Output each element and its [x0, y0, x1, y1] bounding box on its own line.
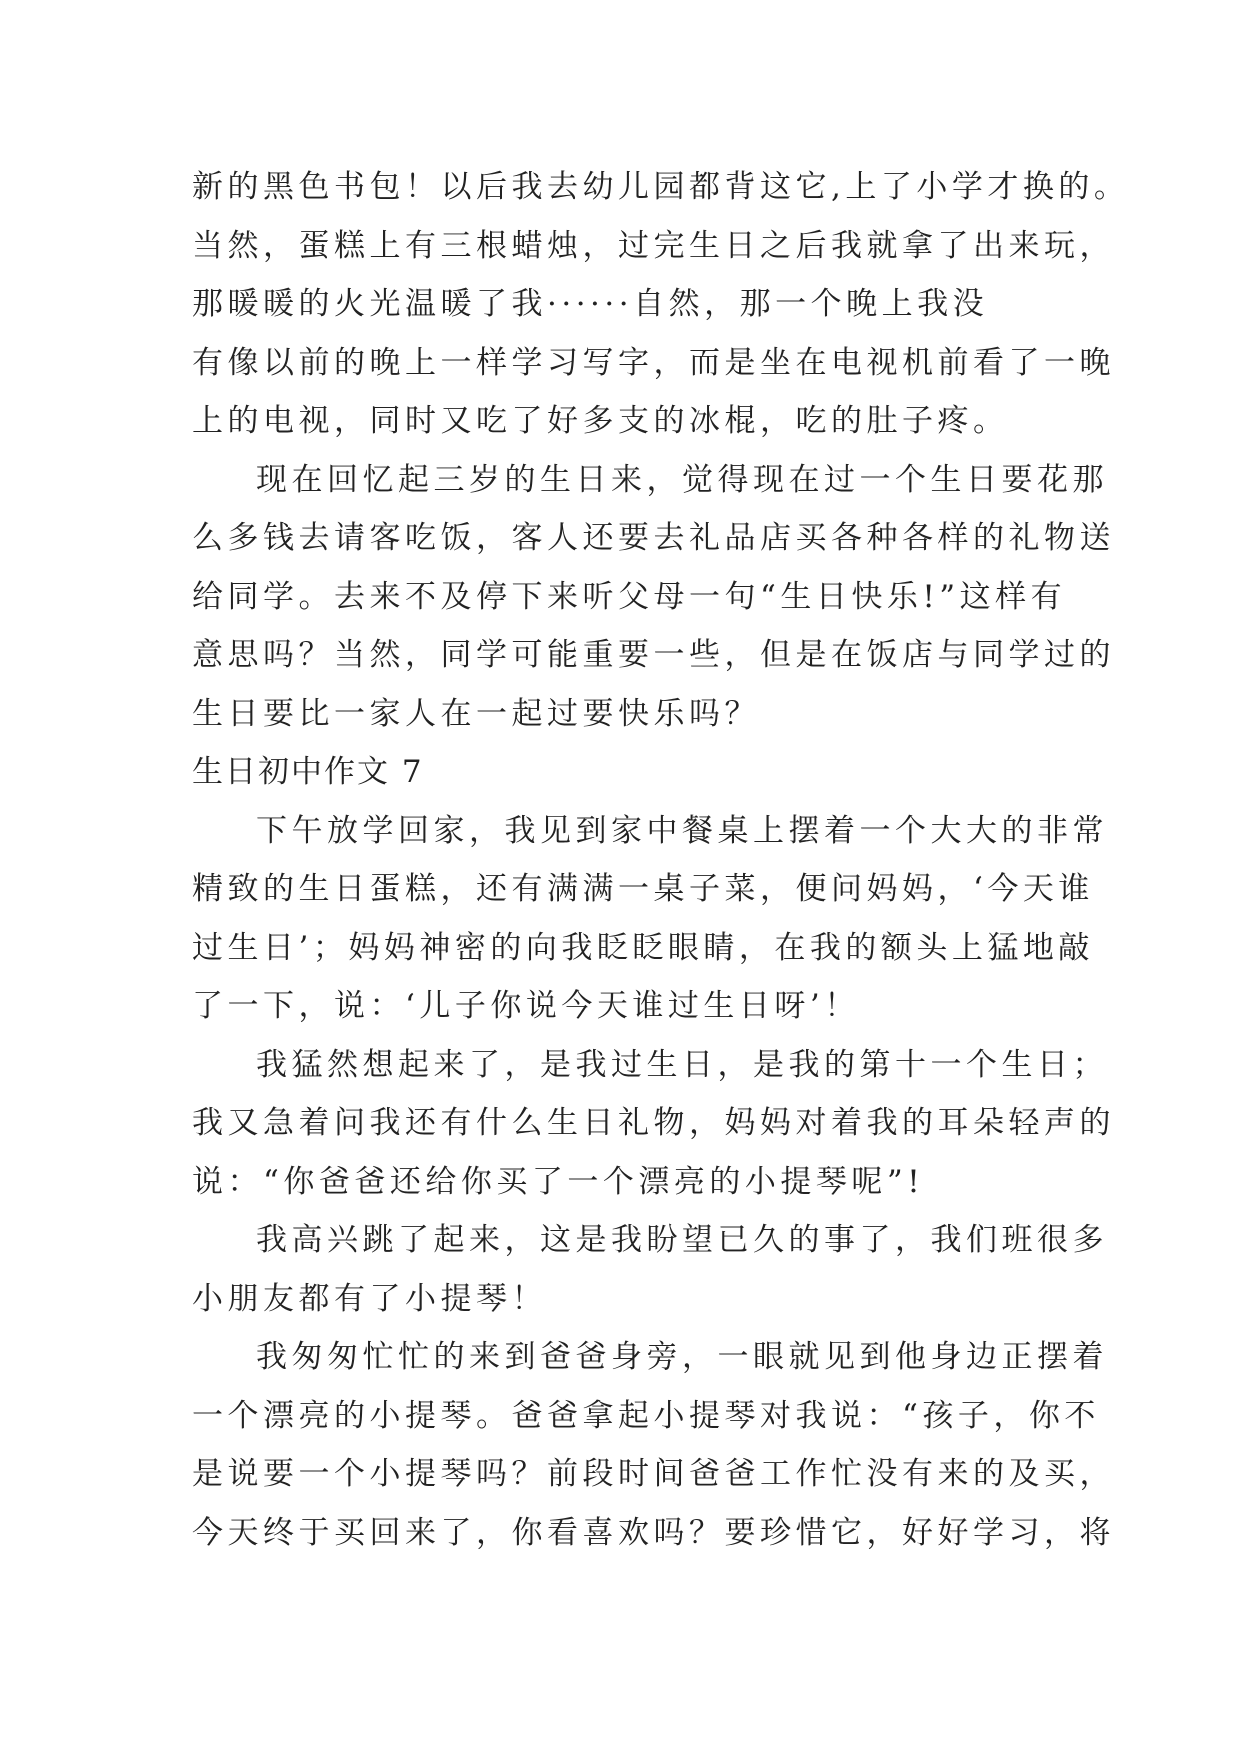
paragraph-start-line: 我猛然想起来了，是我过生日，是我的第十一个生日； — [256, 1046, 1108, 1083]
section-heading: 生日初中作文 7 — [192, 754, 424, 790]
essay-body — [192, 158, 1130, 1562]
text-line: 生日要比一家人在一起过要快乐吗？ — [192, 695, 760, 732]
text-line: 小朋友都有了小提琴！ — [192, 1280, 547, 1317]
paragraph-start-line: 下午放学回家，我见到家中餐桌上摆着一个大大的非常 — [256, 812, 1108, 849]
paragraph-start-line: 我高兴跳了起来，这是我盼望已久的事了，我们班很多 — [256, 1222, 1108, 1258]
text-line: 说：“你爸爸还给你买了一个漂亮的小提琴呢”! — [192, 1163, 925, 1200]
text-line: 一个漂亮的小提琴。爸爸拿起小提琴对我说：“孩子，你不 — [192, 1397, 1100, 1434]
text-line: 有像以前的晚上一样学习写字，而是坐在电视机前看了一晚 — [192, 344, 1115, 381]
paragraph-start-line: 我匆匆忙忙的来到爸爸身旁，一眼就见到他身边正摆着 — [256, 1339, 1108, 1375]
text-line: 给同学。去来不及停下来听父母一句“生日快乐!”这样有 — [192, 578, 1067, 615]
text-line: 今天终于买回来了，你看喜欢吗？要珍惜它，好好学习，将 — [192, 1514, 1115, 1551]
paragraph-start-line: 现在回忆起三岁的生日来，觉得现在过一个生日要花那 — [256, 461, 1108, 498]
text-line: 新的黑色书包！以后我去幼儿园都背这它,上了小学才换的。 — [192, 169, 1130, 205]
text-line: 意思吗？当然，同学可能重要一些，但是在饭店与同学过的 — [192, 637, 1115, 673]
text-line: 那暖暖的火光温暖了我······自然，那一个晚上我没 — [192, 286, 989, 322]
text-line: 当然，蛋糕上有三根蜡烛，过完生日之后我就拿了出来玩， — [192, 227, 1115, 264]
text-line: 过生日’；妈妈神密的向我眨眨眼睛，在我的额头上猛地敲 — [192, 929, 1094, 966]
text-line: 上的电视，同时又吃了好多支的冰棍，吃的肚子疼。 — [192, 403, 1009, 439]
text-line: 是说要一个小提琴吗？前段时间爸爸工作忙没有来的及买， — [192, 1456, 1115, 1492]
text-line: 么多钱去请客吃饭，客人还要去礼品店买各种各样的礼物送 — [192, 520, 1115, 556]
text-line: 精致的生日蛋糕，还有满满一桌子菜，便问妈妈，‘今天谁 — [192, 871, 1094, 907]
text-line: 我又急着问我还有什么生日礼物，妈妈对着我的耳朵轻声的 — [192, 1105, 1115, 1141]
text-line: 了一下，说：‘儿子你说今天谁过生日呀’！ — [192, 988, 860, 1024]
